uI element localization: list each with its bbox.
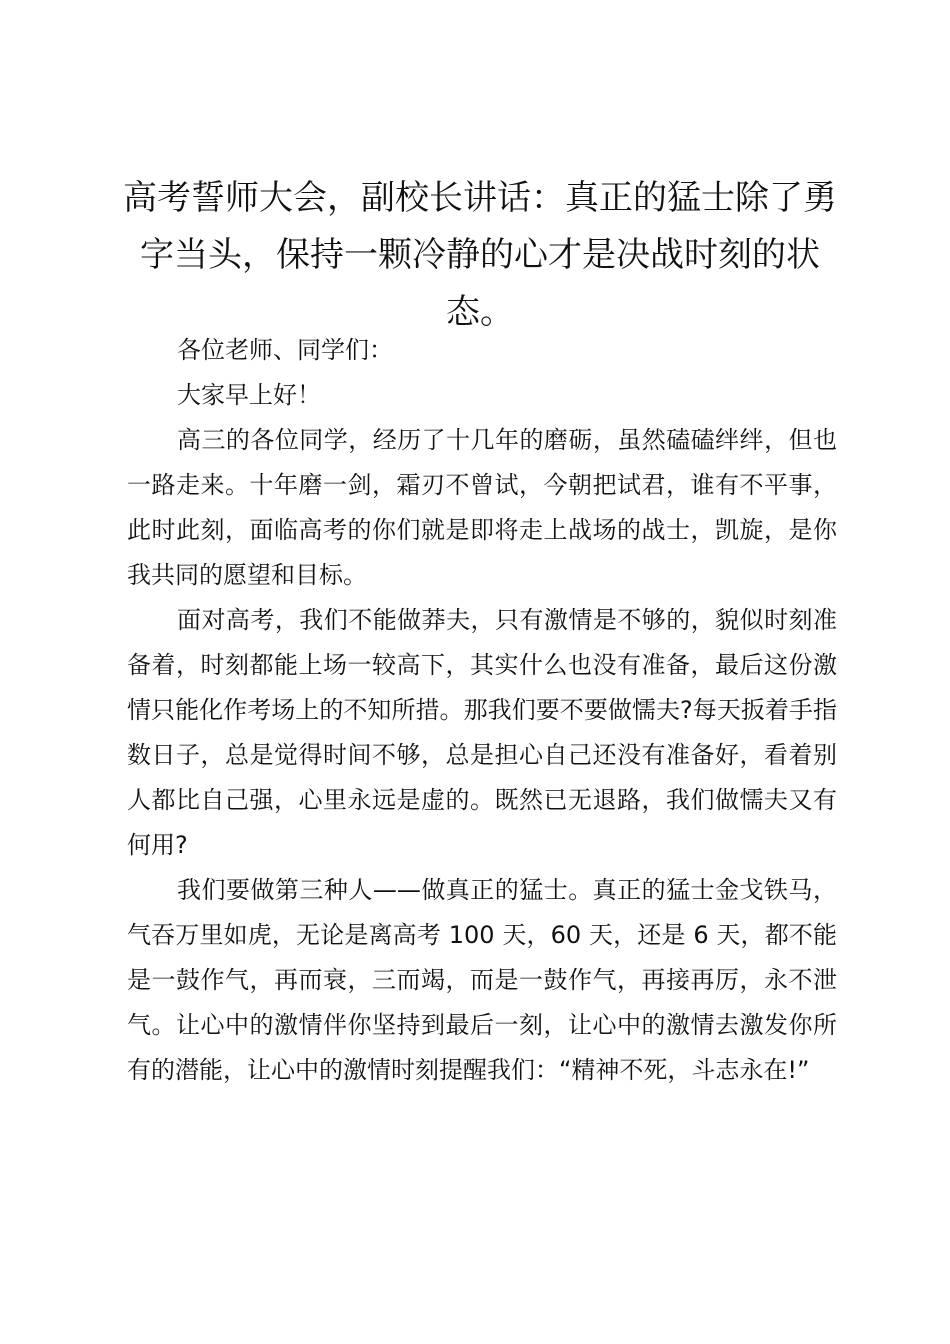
paragraph: 我们要做第三种人——做真正的猛士。真正的猛士金戈铁马，气吞万里如虎，无论是离高考 100 天，60 天，还是 6 天，都不能是一鼓作气，再而衰，三而竭，而是一鼓作气，再接再厉，永不泄气。让心中的激情伴你坚持到最后一刻，让心中的激情去激发你所有的潜能，让心中的激情时刻提醒我们：“精神不死，斗志永在!” <box>127 876 837 1084</box>
paragraph: 面对高考，我们不能做莽夫，只有激情是不够的，貌似时刻准备着，时刻都能上场一较高下，其实什么也没有准备，最后这份激情只能化作考场上的不知所措。那我们要不要做懦夫?每天扳着手指数日子，总是觉得时间不够，总是担心自己还没有准备好，看着别人都比自己强，心里永远是虚的。既然已无退路，我们做懦夫又有何用? <box>127 606 837 859</box>
document-body <box>127 328 837 1093</box>
document-title: 高考誓师大会，副校长讲话：真正的猛士除了勇字当头，保持一颗冷静的心才是决战时刻的状态。 <box>123 178 837 332</box>
paragraph-greeting: 各位老师、同学们： <box>177 336 393 364</box>
paragraph-salutation: 大家早上好！ <box>177 381 321 409</box>
paragraph: 高三的各位同学，经历了十几年的磨砺，虽然磕磕绊绊，但也一路走来。十年磨一剑，霜刃不曾试，今朝把试君，谁有不平事，此时此刻，面临高考的你们就是即将走上战场的战士，凯旋，是你我共同的愿望和目标。 <box>127 426 837 589</box>
